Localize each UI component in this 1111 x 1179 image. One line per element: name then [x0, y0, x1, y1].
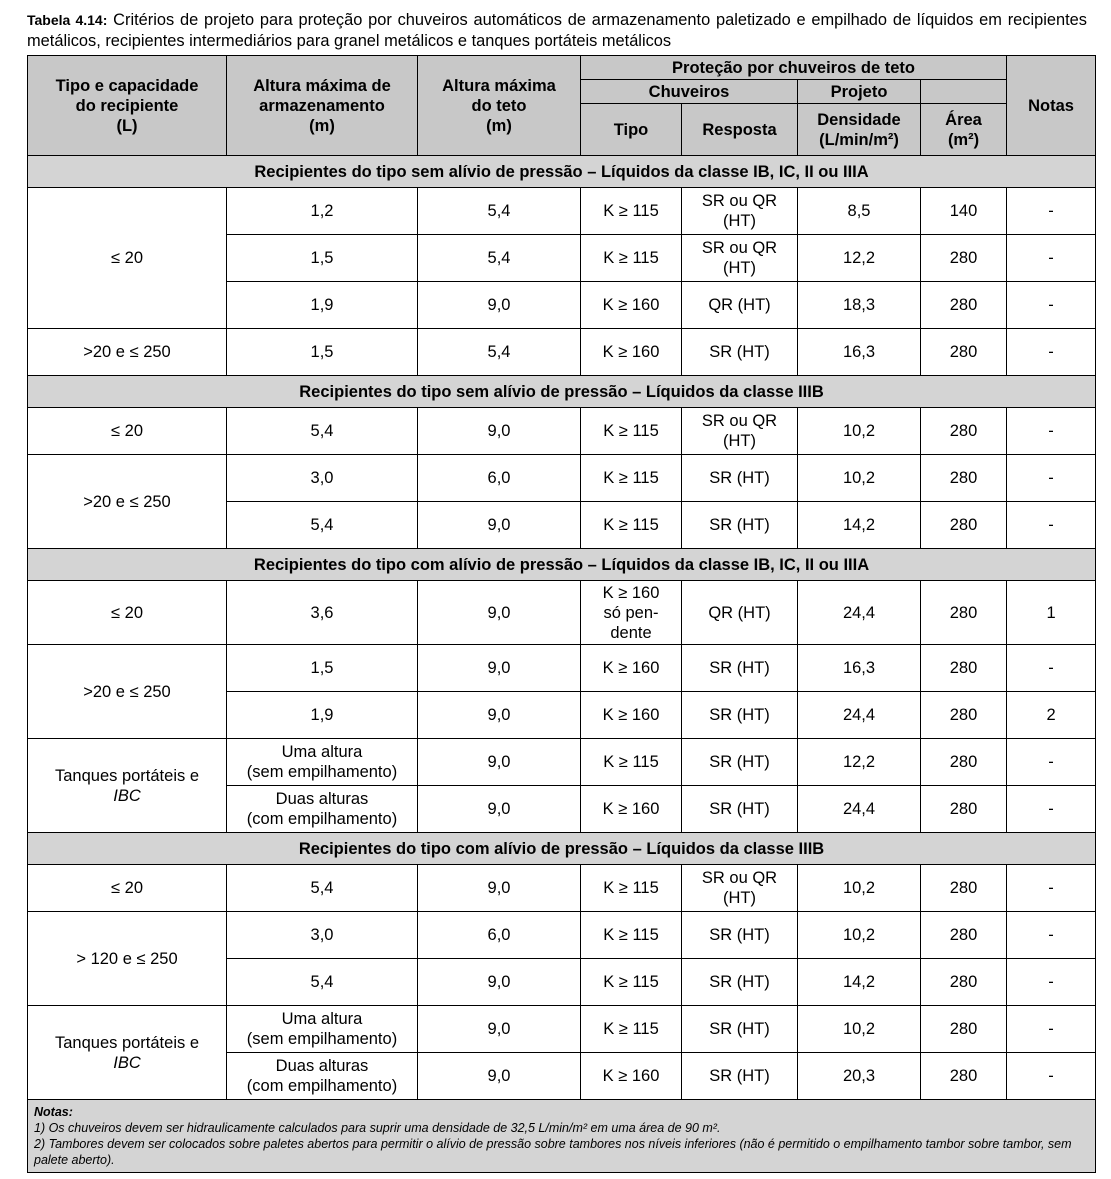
cell-capacidade: Tanques portáteis e IBC — [28, 739, 227, 833]
cell-resposta: SR (HT) — [682, 1053, 798, 1100]
cell-resposta: SR (HT) — [682, 1006, 798, 1053]
table-row — [28, 408, 1096, 455]
header-projeto-blank — [921, 80, 1007, 104]
caption-text: Critérios de projeto para proteção por chuveiros automáticos de armazenamento paletizado e empilhado de líquidos em recipientes metálicos, recipientes intermediários para granel metálicos e tanques portáteis metálicos — [27, 11, 1087, 50]
cell-tipo: K ≥ 160 — [581, 692, 682, 739]
cell-notas: - — [1007, 1006, 1096, 1053]
cell-altura-teto: 9,0 — [418, 959, 581, 1006]
cell-altura-armazenamento: 1,5 — [227, 645, 418, 692]
cell-area: 280 — [921, 912, 1007, 959]
notes-cell — [28, 1100, 1096, 1173]
cell-tipo: K ≥ 115 — [581, 455, 682, 502]
cell-notas: - — [1007, 739, 1096, 786]
cell-densidade: 24,4 — [798, 692, 921, 739]
cell-resposta: SR ou QR (HT) — [682, 188, 798, 235]
table-row — [28, 739, 1096, 786]
cell-altura-teto: 6,0 — [418, 912, 581, 959]
cell-area: 280 — [921, 786, 1007, 833]
table-header — [28, 56, 1096, 156]
header-notas: Notas — [1007, 56, 1096, 156]
cell-altura-teto: 9,0 — [418, 1053, 581, 1100]
header-protecao: Proteção por chuveiros de teto — [581, 56, 1007, 80]
cell-tipo: K ≥ 160 — [581, 282, 682, 329]
cell-altura-teto: 5,4 — [418, 235, 581, 282]
cell-altura-armazenamento: Duas alturas (com empilhamento) — [227, 1053, 418, 1100]
cell-resposta: SR (HT) — [682, 645, 798, 692]
cell-capacidade: >20 e ≤ 250 — [28, 455, 227, 549]
cell-densidade: 10,2 — [798, 865, 921, 912]
cell-tipo: K ≥ 160 — [581, 329, 682, 376]
cell-area: 280 — [921, 455, 1007, 502]
cell-densidade: 12,2 — [798, 739, 921, 786]
cell-area: 280 — [921, 282, 1007, 329]
cell-notas: - — [1007, 1053, 1096, 1100]
table-row — [28, 329, 1096, 376]
cell-altura-armazenamento: 5,4 — [227, 502, 418, 549]
header-chuveiros: Chuveiros — [581, 80, 798, 104]
cell-altura-armazenamento: Duas alturas (com empilhamento) — [227, 786, 418, 833]
header-densidade: Densidade (L/min/m²) — [798, 104, 921, 156]
cell-notas: - — [1007, 329, 1096, 376]
cell-area: 280 — [921, 502, 1007, 549]
cell-area: 280 — [921, 1053, 1007, 1100]
cell-altura-armazenamento: Uma altura (sem empilhamento) — [227, 739, 418, 786]
header-tipo: Tipo — [581, 104, 682, 156]
cell-area: 280 — [921, 739, 1007, 786]
note-1: 1) Os chuveiros devem ser hidraulicamente calculados para suprir uma densidade de 32,5 L/min/m² em uma área de 90 m². — [34, 1121, 721, 1135]
cell-tipo: K ≥ 160 — [581, 786, 682, 833]
cell-altura-armazenamento: 5,4 — [227, 408, 418, 455]
cell-capacidade: > 120 e ≤ 250 — [28, 912, 227, 1006]
table-notes — [28, 1100, 1096, 1173]
header-area: Área (m²) — [921, 104, 1007, 156]
cell-resposta: SR (HT) — [682, 959, 798, 1006]
cell-tipo: K ≥ 160 — [581, 645, 682, 692]
cell-densidade: 16,3 — [798, 329, 921, 376]
cell-altura-teto: 9,0 — [418, 408, 581, 455]
cell-altura-teto: 9,0 — [418, 865, 581, 912]
table-row — [28, 1006, 1096, 1053]
cell-densidade: 8,5 — [798, 188, 921, 235]
section-row — [28, 833, 1096, 865]
cell-notas: - — [1007, 282, 1096, 329]
cell-capacidade: ≤ 20 — [28, 188, 227, 329]
section-title: Recipientes do tipo sem alívio de pressão – Líquidos da classe IIIB — [28, 376, 1096, 408]
cell-tipo: K ≥ 115 — [581, 235, 682, 282]
header-altura-teto: Altura máxima do teto (m) — [418, 56, 581, 156]
cell-resposta: SR (HT) — [682, 739, 798, 786]
cell-area: 280 — [921, 1006, 1007, 1053]
cell-notas: - — [1007, 912, 1096, 959]
cell-area: 280 — [921, 235, 1007, 282]
table-row — [28, 581, 1096, 645]
cell-tipo: K ≥ 115 — [581, 739, 682, 786]
cell-altura-teto: 9,0 — [418, 502, 581, 549]
cell-tipo: K ≥ 160 só pen- dente — [581, 581, 682, 645]
header-projeto: Projeto — [798, 80, 921, 104]
header-tipo-capacidade: Tipo e capacidade do recipiente (L) — [28, 56, 227, 156]
cell-resposta: QR (HT) — [682, 581, 798, 645]
cell-notas: - — [1007, 786, 1096, 833]
cell-capacidade: Tanques portáteis e IBC — [28, 1006, 227, 1100]
cell-densidade: 12,2 — [798, 235, 921, 282]
cell-altura-teto: 5,4 — [418, 329, 581, 376]
table-caption — [27, 10, 1087, 52]
cell-densidade: 10,2 — [798, 455, 921, 502]
header-resposta: Resposta — [682, 104, 798, 156]
cell-altura-armazenamento: 1,5 — [227, 235, 418, 282]
cell-tipo: K ≥ 160 — [581, 1053, 682, 1100]
cell-tipo: K ≥ 115 — [581, 959, 682, 1006]
section-title: Recipientes do tipo com alívio de pressão – Líquidos da classe IIIB — [28, 833, 1096, 865]
cell-tipo: K ≥ 115 — [581, 1006, 682, 1053]
cell-notas: - — [1007, 645, 1096, 692]
cell-tipo: K ≥ 115 — [581, 865, 682, 912]
table-row — [28, 455, 1096, 502]
cell-area: 280 — [921, 581, 1007, 645]
cell-altura-teto: 9,0 — [418, 739, 581, 786]
cell-capacidade: >20 e ≤ 250 — [28, 645, 227, 739]
table-row — [28, 912, 1096, 959]
cell-resposta: SR ou QR (HT) — [682, 235, 798, 282]
cell-altura-armazenamento: 1,5 — [227, 329, 418, 376]
cell-altura-armazenamento: 1,9 — [227, 282, 418, 329]
cell-altura-teto: 5,4 — [418, 188, 581, 235]
cell-densidade: 10,2 — [798, 408, 921, 455]
cell-resposta: SR ou QR (HT) — [682, 865, 798, 912]
cell-resposta: SR (HT) — [682, 455, 798, 502]
cell-capacidade: ≤ 20 — [28, 408, 227, 455]
cell-resposta: SR (HT) — [682, 692, 798, 739]
cell-notas: - — [1007, 865, 1096, 912]
cell-altura-teto: 9,0 — [418, 1006, 581, 1053]
cell-altura-teto: 9,0 — [418, 692, 581, 739]
cell-area: 280 — [921, 865, 1007, 912]
cell-altura-armazenamento: 3,0 — [227, 455, 418, 502]
cell-area: 140 — [921, 188, 1007, 235]
cell-area: 280 — [921, 329, 1007, 376]
section-row — [28, 549, 1096, 581]
cell-notas: - — [1007, 408, 1096, 455]
cell-capacidade: ≤ 20 — [28, 865, 227, 912]
cell-densidade: 10,2 — [798, 912, 921, 959]
notes-heading: Notas: — [34, 1105, 73, 1119]
cell-area: 280 — [921, 959, 1007, 1006]
cell-area: 280 — [921, 645, 1007, 692]
cell-densidade: 24,4 — [798, 581, 921, 645]
cell-area: 280 — [921, 408, 1007, 455]
section-title: Recipientes do tipo com alívio de pressão – Líquidos da classe IB, IC, II ou IIIA — [28, 549, 1096, 581]
cell-densidade: 16,3 — [798, 645, 921, 692]
cell-altura-teto: 9,0 — [418, 282, 581, 329]
cell-altura-armazenamento: 1,9 — [227, 692, 418, 739]
cell-densidade: 14,2 — [798, 502, 921, 549]
cell-altura-armazenamento: 1,2 — [227, 188, 418, 235]
cell-altura-teto: 9,0 — [418, 645, 581, 692]
cell-resposta: SR (HT) — [682, 502, 798, 549]
cell-capacidade: ≤ 20 — [28, 581, 227, 645]
section-title: Recipientes do tipo sem alívio de pressão – Líquidos da classe IB, IC, II ou IIIA — [28, 156, 1096, 188]
table-row — [28, 865, 1096, 912]
cell-capacidade: >20 e ≤ 250 — [28, 329, 227, 376]
header-altura-armazenamento: Altura máxima de armazenamento (m) — [227, 56, 418, 156]
cell-altura-teto: 6,0 — [418, 455, 581, 502]
sprinkler-criteria-table — [27, 55, 1096, 1173]
cell-notas: - — [1007, 188, 1096, 235]
caption-label: Tabela 4.14: — [27, 12, 108, 28]
cell-altura-teto: 9,0 — [418, 786, 581, 833]
cell-altura-teto: 9,0 — [418, 581, 581, 645]
cell-densidade: 20,3 — [798, 1053, 921, 1100]
cell-resposta: QR (HT) — [682, 282, 798, 329]
cell-altura-armazenamento: 3,6 — [227, 581, 418, 645]
cell-densidade: 14,2 — [798, 959, 921, 1006]
section-row — [28, 156, 1096, 188]
cell-notas: 1 — [1007, 581, 1096, 645]
cell-tipo: K ≥ 115 — [581, 188, 682, 235]
cell-densidade: 18,3 — [798, 282, 921, 329]
cell-altura-armazenamento: 5,4 — [227, 865, 418, 912]
cell-altura-armazenamento: Uma altura (sem empilhamento) — [227, 1006, 418, 1053]
table-body — [28, 156, 1096, 1100]
cell-resposta: SR (HT) — [682, 786, 798, 833]
cell-tipo: K ≥ 115 — [581, 408, 682, 455]
table-row — [28, 188, 1096, 235]
section-row — [28, 376, 1096, 408]
cell-resposta: SR ou QR (HT) — [682, 408, 798, 455]
cell-resposta: SR (HT) — [682, 912, 798, 959]
cell-notas: 2 — [1007, 692, 1096, 739]
cell-notas: - — [1007, 235, 1096, 282]
cell-notas: - — [1007, 502, 1096, 549]
cell-area: 280 — [921, 692, 1007, 739]
cell-densidade: 24,4 — [798, 786, 921, 833]
note-2: 2) Tambores devem ser colocados sobre paletes abertos para permitir o alívio de pressão sobre tambores nos níveis inferiores (não é permitido o empilhamento tambor sobre tambor, sem palete aberto). — [34, 1137, 1072, 1167]
cell-altura-armazenamento: 5,4 — [227, 959, 418, 1006]
cell-altura-armazenamento: 3,0 — [227, 912, 418, 959]
cell-notas: - — [1007, 455, 1096, 502]
cell-notas: - — [1007, 959, 1096, 1006]
cell-tipo: K ≥ 115 — [581, 502, 682, 549]
table-row — [28, 645, 1096, 692]
cell-densidade: 10,2 — [798, 1006, 921, 1053]
cell-tipo: K ≥ 115 — [581, 912, 682, 959]
cell-resposta: SR (HT) — [682, 329, 798, 376]
